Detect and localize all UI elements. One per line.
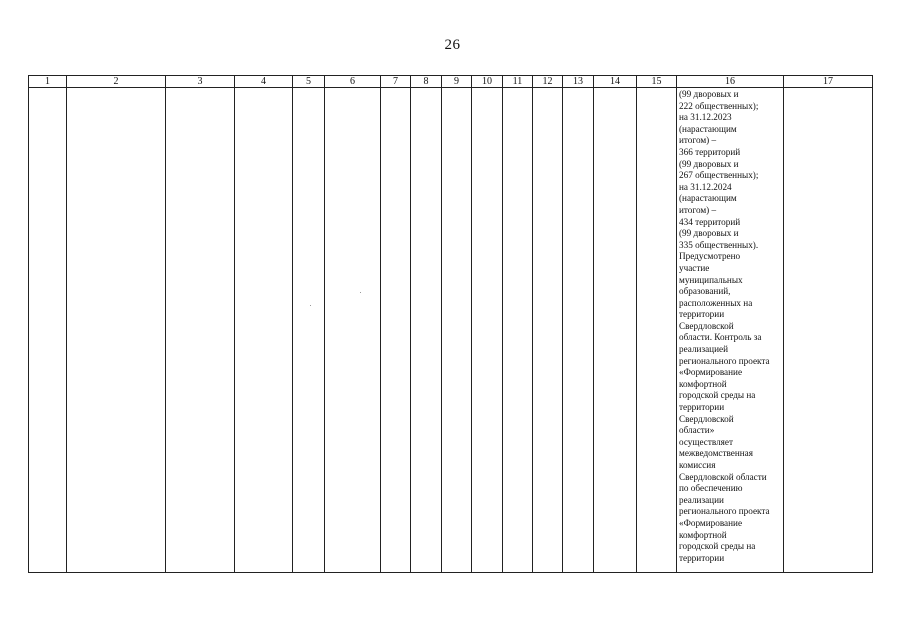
column-header-11: 11 [503,76,533,88]
column-header-8: 8 [411,76,442,88]
table-cell-5 [293,88,325,573]
column-header-2: 2 [67,76,166,88]
page-number: 26 [444,37,461,53]
table-cell-4 [235,88,293,573]
scan-speck [310,305,311,306]
column-header-15: 15 [637,76,677,88]
table-cell-11 [503,88,533,573]
table-cell-12 [533,88,563,573]
table-cell-1 [29,88,67,573]
column-header-6: 6 [325,76,381,88]
column-header-14: 14 [594,76,637,88]
table-cell-3 [166,88,235,573]
table-cell-10 [472,88,503,573]
table-cell-13 [563,88,594,573]
header-row [29,76,873,88]
column-header-1: 1 [29,76,67,88]
column-header-16: 16 [677,76,784,88]
table-cell-6 [325,88,381,573]
column-header-17: 17 [784,76,873,88]
table-cell-9 [442,88,472,573]
column-header-9: 9 [442,76,472,88]
table-cell-15 [637,88,677,573]
table-cell-14 [594,88,637,573]
column-header-3: 3 [166,76,235,88]
column-header-10: 10 [472,76,503,88]
data-table [28,75,873,573]
table-cell-7 [381,88,411,573]
column-header-12: 12 [533,76,563,88]
column-header-13: 13 [563,76,594,88]
column-header-7: 7 [381,76,411,88]
table-cell-17 [784,88,873,573]
column-header-4: 4 [235,76,293,88]
column-header-5: 5 [293,76,325,88]
table-row [29,88,873,573]
scan-speck [360,292,361,293]
table-cell-2 [67,88,166,573]
table-cell-16-description: (99 дворовых и 222 общественных); на 31.12.2023 (нарастающим итогом) – 366 территорий (99 дворовых и 267 общественных); на 31.12.2024 (нарастающим итогом) – 434 территорий (99 дворовых и 335 общественных). Предусмотрено участие муниципальных образований, расположенных на территории Свердловской области. Контроль за реализацией регионального проекта «Формирование комфортной городской среды на территории Свердловской области» осуществляет межведомственная комиссия Свердловской области по обеспечению реализации регионального проекта «Формирование комфортной городской среды на территории [677,88,784,573]
table-cell-8 [411,88,442,573]
